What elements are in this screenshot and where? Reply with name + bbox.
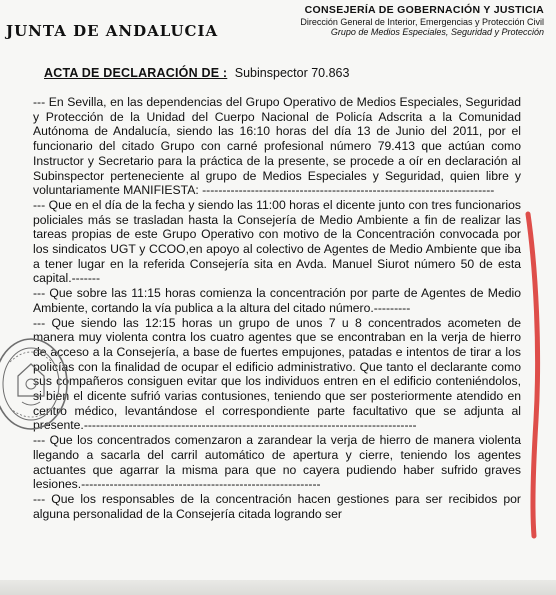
declaration-body [33,95,521,521]
paragraph-negotiation: --- Que los responsables de la concentración hacen gestiones para ser recibidos por alguna personalidad de la Consejería citada logrando ser [33,491,521,521]
official-stamp [0,336,70,432]
acta-heading [44,66,349,80]
paragraph-gate: --- Que los concentrados comenzaron a zarandear la verja de hierro de manera violenta llegando a sacarla del carril automático de apertura y cierre, teniendo los agentes actuantes que agarrar la misma para que no cayera pudiendo haber sufrido graves lesiones.----------------------------------------------------------- [33,433,521,492]
page-bottom-edge [0,580,556,595]
paragraph-arrival: --- Que en el día de la fecha y siendo las 11:00 horas el dicente junto con tres funcionarios policiales más se trasladan hasta la Consejería de Medio Ambiente a fin de realizar las tareas propias de este Grupo Operativo con motivo de la Concentración convocada por los sindicatos UGT y CCOO,en apoyo al colectivo de Agentes de Medio Ambiente que iba a tener lugar en la referida Consejería sita en Avda. Manuel Siurot número 50 de esta capital.------- [33,197,521,286]
brand-title: JUNTA DE ANDALUCIA [6,22,219,40]
paragraph-intro: --- En Sevilla, en las dependencias del Grupo Operativo de Medios Especiales, Seguridad y Protección de la Unidad del Cuerpo Nacional de Policía Adscrita a la Comunidad Autónoma de Andalucía, siendo las 16:10 horas del día 13 de Junio del 2011, por el funcionario del citado Grupo con carné profesional número 79.413 que actúan como Instructor y Secretario para la práctica de la presente, se procede a oír en declaración al Subinspector perteneciente al grupo de Medios Especiales y Seguridad, quien libre y voluntariamente MANIFIESTA: ------------------------------------------------------------------------ [33,95,521,198]
acta-value: Subinspector 70.863 [234,66,350,80]
red-margin-mark [506,210,544,540]
group-name: Grupo de Medios Especiales, Seguridad y Protección [330,27,544,38]
paragraph-start: --- Que sobre las 11:15 horas comienza la concentración por parte de Agentes de Medio Ambiente, cortando la vía publica a la altura del citado número.--------- [33,286,521,315]
direction-name: Dirección General de Interior, Emergencias y Protección Civil [300,16,544,27]
ministry-name: CONSEJERÍA DE GOBERNACIÓN Y JUSTICIA [304,4,544,16]
paragraph-assault: --- Que siendo las 12:15 horas un grupo de unos 7 u 8 concentrados acometen de manera muy violenta contra los cuatro agentes que se encontraban en la verja de hierro de acceso a la Consejería, a base de fuertes empujones, patadas e intentos de tirar a los policías con la finalidad de ocupar el edificio administrativo. Que tanto el declarante como sus compañeros consiguen evitar que los individuos entren en el edificio conteniéndolos, si bien el dicente sufrió varias contusiones, teniendo que ser posteriormente atendido en centro médico, levantándose el correspondiente parte facultativo que se adjunta al presente.---------------------------------------------------------------------------------- [33,315,521,433]
acta-label: ACTA DE DECLARACIÓN DE : [44,66,228,80]
ministry-header [294,4,544,38]
